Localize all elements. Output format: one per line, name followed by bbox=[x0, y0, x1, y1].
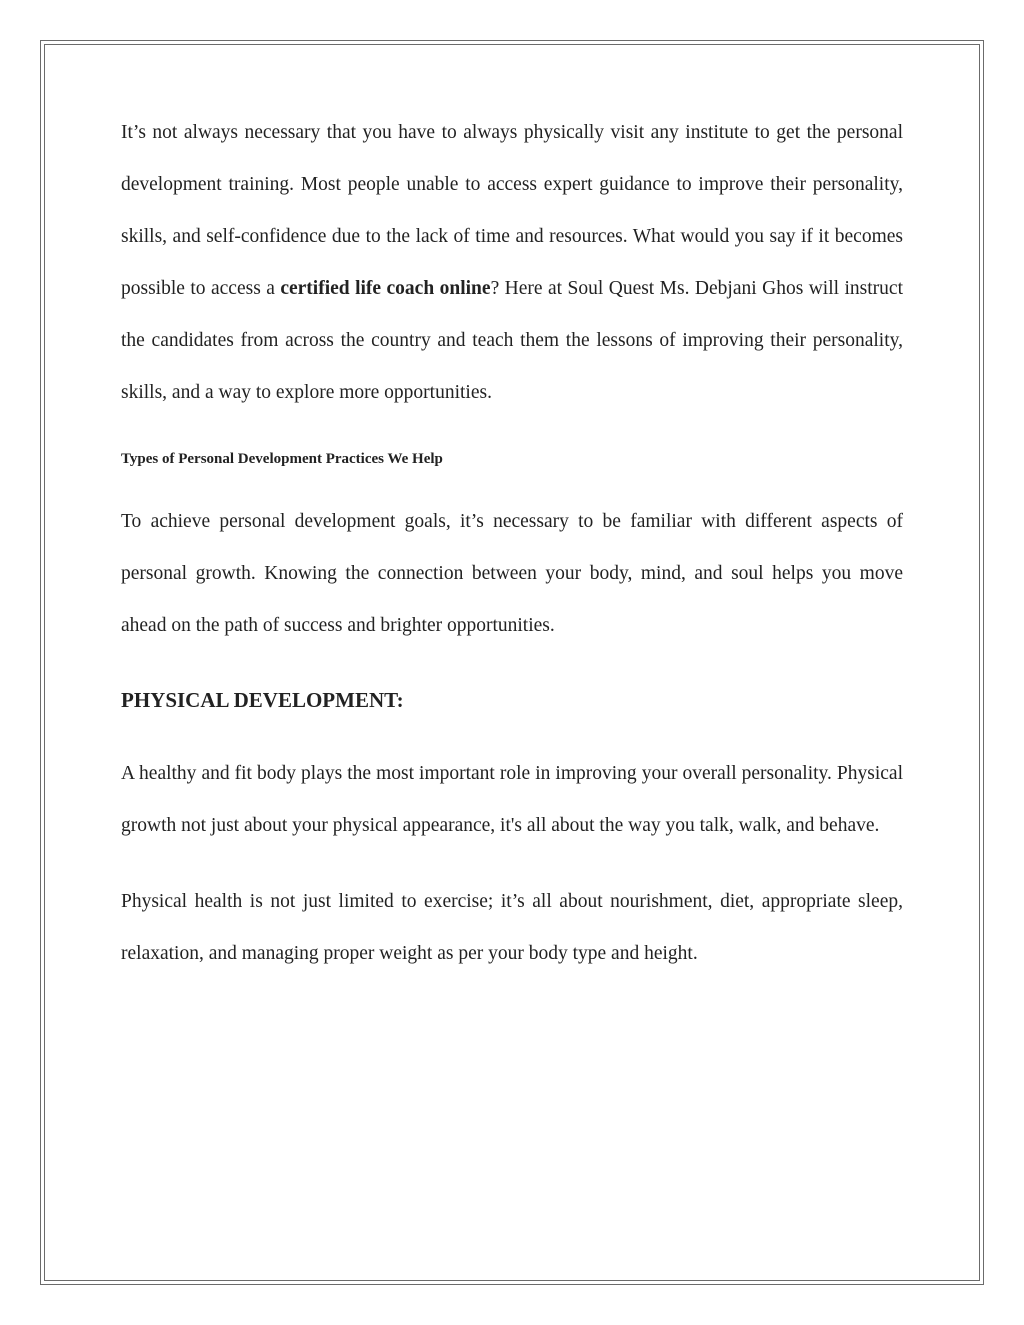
physical-development-heading: PHYSICAL DEVELOPMENT: bbox=[121, 688, 404, 712]
certified-life-coach-link[interactable]: certified life coach online bbox=[280, 278, 491, 299]
document-body bbox=[121, 107, 903, 980]
practices-subheading: Types of Personal Development Practices We Help bbox=[121, 451, 443, 467]
physical-health-paragraph: Physical health is not just limited to exercise; it’s all about nourishment, diet, appropriate sleep, relaxation, and managing proper weight as per your body type and height. bbox=[121, 891, 903, 964]
intro-paragraph bbox=[121, 107, 903, 419]
physical-body-paragraph: A healthy and fit body plays the most important role in improving your overall personality. Physical growth not just about your physical appearance, it's all about the way you talk, walk, and behave. bbox=[121, 763, 903, 836]
intro-text-before: It’s not always necessary that you have to always physically visit any institute to get the personal development training. Most people unable to access expert guidance to improve their personality, skills, and self-confidence due to the lack of time and resources. What would you say if it becomes possible to access a bbox=[121, 122, 903, 299]
intro-text-after: ? Here at Soul Quest Ms. Debjani Ghos will instruct the candidates from across the country and teach them the lessons of improving their personality, skills, and a way to explore more opportunities. bbox=[121, 278, 904, 403]
practices-paragraph: To achieve personal development goals, it’s necessary to be familiar with different aspects of personal growth. Knowing the connection between your body, mind, and soul helps you move ahead on the path of success and brighter opportunities. bbox=[121, 511, 903, 636]
